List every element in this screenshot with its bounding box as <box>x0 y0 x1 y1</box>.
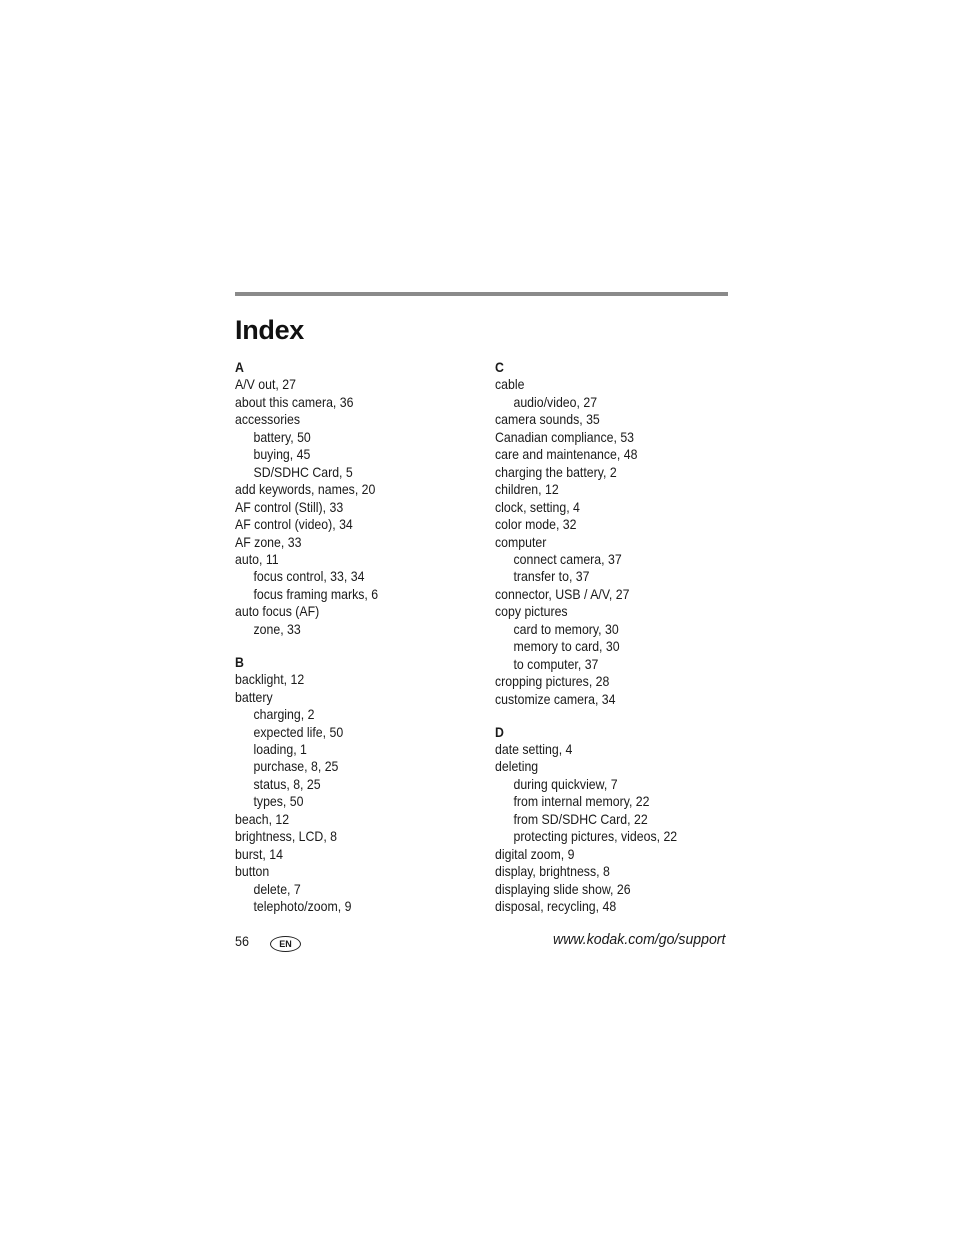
language-badge: EN <box>270 936 301 952</box>
index-entry: auto, 11 <box>235 550 279 567</box>
index-entry: about this camera, 36 <box>235 393 354 410</box>
index-entry: computer <box>495 533 547 550</box>
index-entry: copy pictures <box>495 603 568 620</box>
index-subentry: SD/SDHC Card, 5 <box>253 463 353 480</box>
index-subentry: delete, 7 <box>253 880 301 897</box>
section-letter: B <box>235 653 244 670</box>
index-entry: add keywords, names, 20 <box>235 481 376 498</box>
index-subentry: battery, 50 <box>253 428 311 445</box>
index-subentry: telephoto/zoom, 9 <box>253 898 352 915</box>
index-subentry: transfer to, 37 <box>513 568 590 585</box>
index-subentry: purchase, 8, 25 <box>253 758 339 775</box>
index-subentry: from SD/SDHC Card, 22 <box>513 810 648 827</box>
index-subentry: status, 8, 25 <box>253 775 321 792</box>
index-subentry: types, 50 <box>253 793 304 810</box>
page-title: Index <box>235 315 305 345</box>
index-column-left <box>235 359 378 931</box>
index-entry: auto focus (AF) <box>235 603 320 620</box>
section-letter: A <box>235 359 244 375</box>
index-entry: connector, USB / A/V, 27 <box>495 585 630 602</box>
index-column-right <box>495 359 677 931</box>
index-entry: charging the battery, 2 <box>495 463 617 480</box>
index-subentry: audio/video, 27 <box>513 393 598 410</box>
index-entry: digital zoom, 9 <box>495 845 575 862</box>
index-entry: brightness, LCD, 8 <box>235 828 338 845</box>
index-subentry: from internal memory, 22 <box>513 793 650 810</box>
index-entry: accessories <box>235 411 301 428</box>
index-entry: display, brightness, 8 <box>495 863 610 880</box>
index-entry: date setting, 4 <box>495 741 573 758</box>
index-entry: children, 12 <box>495 481 559 498</box>
index-entry: battery <box>235 688 273 705</box>
index-entry: color mode, 32 <box>495 516 577 533</box>
index-subentry: connect camera, 37 <box>513 550 622 567</box>
index-subentry: during quickview, 7 <box>513 775 618 792</box>
index-section-a <box>235 359 378 638</box>
index-subentry: buying, 45 <box>253 446 311 463</box>
index-subentry: loading, 1 <box>253 741 307 758</box>
index-entry: clock, setting, 4 <box>495 498 580 515</box>
index-entry: camera sounds, 35 <box>495 411 600 428</box>
index-entry: cropping pictures, 28 <box>495 673 610 690</box>
index-entry: cable <box>495 376 525 393</box>
index-subentry: protecting pictures, videos, 22 <box>513 828 678 845</box>
section-letter: C <box>495 359 504 375</box>
index-entry: beach, 12 <box>235 810 290 827</box>
index-subentry: charging, 2 <box>253 706 315 723</box>
index-entry: button <box>235 863 270 880</box>
index-subentry: zone, 33 <box>253 620 301 637</box>
index-subentry: focus framing marks, 6 <box>253 585 379 602</box>
index-entry: AF control (Still), 33 <box>235 498 344 515</box>
index-entry: care and maintenance, 48 <box>495 446 638 463</box>
index-entry: disposal, recycling, 48 <box>495 898 617 915</box>
index-entry: customize camera, 34 <box>495 690 616 707</box>
page-number: 56 <box>235 933 250 949</box>
index-subentry: expected life, 50 <box>253 723 344 740</box>
index-entry: AF zone, 33 <box>235 533 302 550</box>
index-subentry: focus control, 33, 34 <box>253 568 365 585</box>
index-entry: backlight, 12 <box>235 671 305 688</box>
index-entry: displaying slide show, 26 <box>495 880 631 897</box>
support-url-link[interactable]: www.kodak.com/go/support <box>552 931 725 948</box>
index-entry: Canadian compliance, 53 <box>495 428 635 445</box>
index-subentry: to computer, 37 <box>513 655 599 672</box>
header-rule <box>235 292 728 296</box>
index-entry: burst, 14 <box>235 845 283 862</box>
index-entry: A/V out, 27 <box>235 376 296 393</box>
index-section-b <box>235 654 378 916</box>
index-section-d <box>495 724 677 916</box>
index-section-c <box>495 359 677 708</box>
index-subentry: card to memory, 30 <box>513 620 619 637</box>
index-entry: AF control (video), 34 <box>235 516 353 533</box>
index-entry: deleting <box>495 758 539 775</box>
section-letter: D <box>495 723 504 740</box>
index-subentry: memory to card, 30 <box>513 638 620 655</box>
